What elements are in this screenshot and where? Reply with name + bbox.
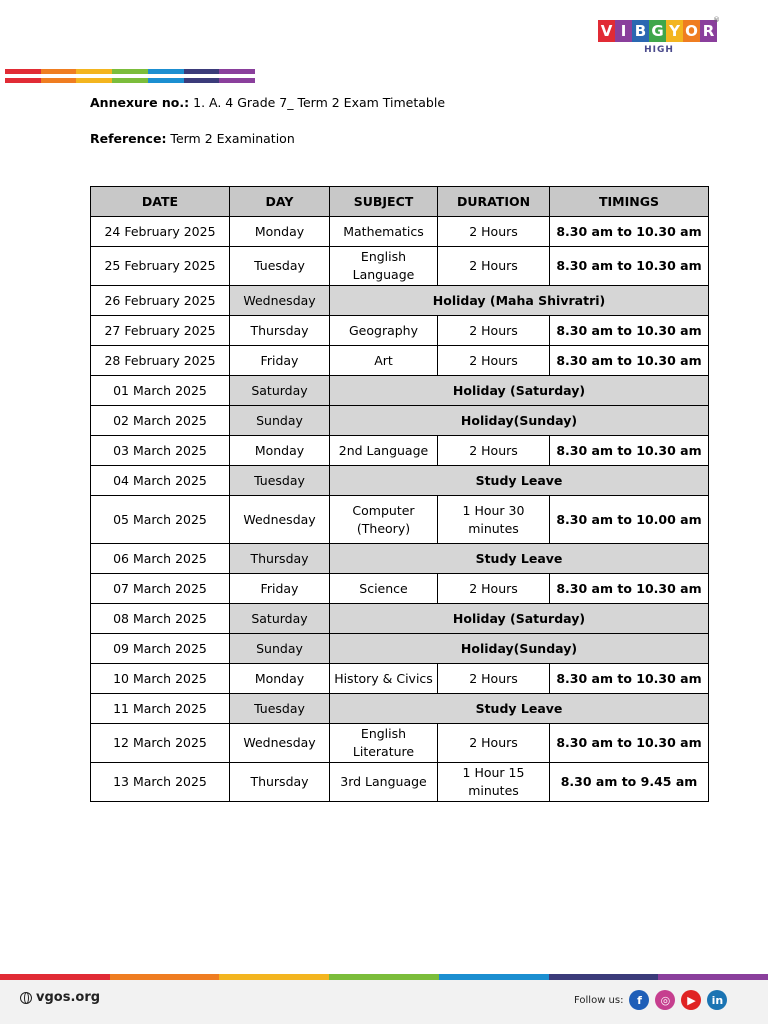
cell-timing: 8.30 am to 10.30 am — [550, 574, 709, 604]
cell-day: Sunday — [230, 406, 330, 436]
cell-date: 11 March 2025 — [91, 694, 230, 724]
cell-subject: Science — [330, 574, 438, 604]
header-date: DATE — [91, 187, 230, 217]
cell-day: Thursday — [230, 544, 330, 574]
stripe-segment — [219, 78, 255, 83]
cell-subject: Mathematics — [330, 217, 438, 247]
cell-duration: 2 Hours — [438, 574, 550, 604]
cell-subject: 3rd Language — [330, 763, 438, 802]
cell-day: Wednesday — [230, 724, 330, 763]
table-row — [91, 316, 709, 346]
cell-duration: 2 Hours — [438, 436, 550, 466]
cell-timing: 8.30 am to 10.30 am — [550, 724, 709, 763]
table-row — [91, 544, 709, 574]
table-row — [91, 694, 709, 724]
cell-timing: 8.30 am to 10.30 am — [550, 664, 709, 694]
logo-letter: B — [632, 20, 649, 42]
logo-letter: Y — [666, 20, 683, 42]
cell-holiday: Holiday (Maha Shivratri) — [330, 286, 709, 316]
cell-subject: History & Civics — [330, 664, 438, 694]
cell-date: 06 March 2025 — [91, 544, 230, 574]
cell-day: Wednesday — [230, 496, 330, 544]
website-link[interactable] — [20, 990, 100, 1005]
cell-day: Thursday — [230, 763, 330, 802]
stripe-segment — [184, 78, 220, 83]
cell-date: 03 March 2025 — [91, 436, 230, 466]
stripe-segment — [148, 78, 184, 83]
cell-duration: 2 Hours — [438, 247, 550, 286]
cell-date: 13 March 2025 — [91, 763, 230, 802]
stripe-segment — [41, 78, 77, 83]
exam-timetable — [90, 186, 709, 802]
cell-holiday: Holiday(Sunday) — [330, 634, 709, 664]
youtube-icon[interactable]: ▶ — [681, 990, 701, 1010]
cell-date: 27 February 2025 — [91, 316, 230, 346]
cell-holiday: Study Leave — [330, 694, 709, 724]
cell-subject: English Language — [330, 247, 438, 286]
stripe-segment — [184, 69, 220, 74]
table-row — [91, 466, 709, 496]
cell-subject: English Literature — [330, 724, 438, 763]
reference-line — [90, 131, 295, 146]
cell-date: 26 February 2025 — [91, 286, 230, 316]
stripe-segment — [219, 69, 255, 74]
cell-date: 02 March 2025 — [91, 406, 230, 436]
cell-day: Tuesday — [230, 466, 330, 496]
cell-duration: 1 Hour 15 minutes — [438, 763, 550, 802]
reference-value: Term 2 Examination — [166, 131, 295, 146]
cell-day: Monday — [230, 436, 330, 466]
cell-day: Thursday — [230, 316, 330, 346]
header-color-stripe — [5, 69, 255, 83]
cell-holiday: Holiday (Saturday) — [330, 376, 709, 406]
cell-day: Tuesday — [230, 694, 330, 724]
table-row — [91, 406, 709, 436]
cell-date: 04 March 2025 — [91, 466, 230, 496]
logo-subtitle: HIGH — [644, 45, 674, 55]
cell-subject: 2nd Language — [330, 436, 438, 466]
cell-holiday: Holiday(Sunday) — [330, 406, 709, 436]
cell-holiday: Study Leave — [330, 466, 709, 496]
globe-icon — [20, 992, 32, 1004]
cell-date: 07 March 2025 — [91, 574, 230, 604]
table-row — [91, 604, 709, 634]
cell-timing: 8.30 am to 10.30 am — [550, 346, 709, 376]
cell-subject: Art — [330, 346, 438, 376]
cell-date: 25 February 2025 — [91, 247, 230, 286]
cell-day: Saturday — [230, 604, 330, 634]
cell-date: 09 March 2025 — [91, 634, 230, 664]
table-row — [91, 496, 709, 544]
facebook-icon[interactable]: f — [629, 990, 649, 1010]
header-duration: DURATION — [438, 187, 550, 217]
stripe-segment — [5, 69, 41, 74]
table-row — [91, 724, 709, 763]
cell-subject: Computer (Theory) — [330, 496, 438, 544]
stripe-segment — [5, 78, 41, 83]
header-day: DAY — [230, 187, 330, 217]
cell-day: Wednesday — [230, 286, 330, 316]
stripe-segment — [148, 69, 184, 74]
header-timings: TIMINGS — [550, 187, 709, 217]
reference-label: Reference: — [90, 131, 167, 146]
stripe-segment — [76, 69, 112, 74]
stripe-segment — [41, 69, 77, 74]
cell-duration: 1 Hour 30 minutes — [438, 496, 550, 544]
website-text: vgos.org — [36, 990, 101, 1005]
vibgyor-logo — [598, 16, 720, 62]
cell-day: Monday — [230, 664, 330, 694]
cell-timing: 8.30 am to 10.00 am — [550, 496, 709, 544]
table-row — [91, 763, 709, 802]
header-subject: SUBJECT — [330, 187, 438, 217]
table-row — [91, 574, 709, 604]
cell-day: Monday — [230, 217, 330, 247]
cell-timing: 8.30 am to 10.30 am — [550, 247, 709, 286]
cell-duration: 2 Hours — [438, 217, 550, 247]
table-row — [91, 346, 709, 376]
cell-day: Tuesday — [230, 247, 330, 286]
stripe-segment — [112, 69, 148, 74]
logo-letter: I — [615, 20, 632, 42]
cell-date: 10 March 2025 — [91, 664, 230, 694]
cell-holiday: Study Leave — [330, 544, 709, 574]
logo-letter: V — [598, 20, 615, 42]
stripe-segment — [112, 78, 148, 83]
logo-letter: R — [700, 20, 717, 42]
table-row — [91, 436, 709, 466]
table-row — [91, 286, 709, 316]
cell-timing: 8.30 am to 9.45 am — [550, 763, 709, 802]
cell-duration: 2 Hours — [438, 724, 550, 763]
cell-date: 12 March 2025 — [91, 724, 230, 763]
cell-subject: Geography — [330, 316, 438, 346]
cell-date: 05 March 2025 — [91, 496, 230, 544]
cell-holiday: Holiday (Saturday) — [330, 604, 709, 634]
linkedin-icon[interactable]: in — [707, 990, 727, 1010]
cell-timing: 8.30 am to 10.30 am — [550, 316, 709, 346]
cell-date: 28 February 2025 — [91, 346, 230, 376]
annexure-label: Annexure no.: — [90, 95, 190, 110]
cell-day: Saturday — [230, 376, 330, 406]
cell-date: 01 March 2025 — [91, 376, 230, 406]
social-links — [574, 990, 727, 1010]
stripe-segment — [76, 78, 112, 83]
cell-duration: 2 Hours — [438, 346, 550, 376]
table-row — [91, 247, 709, 286]
cell-day: Sunday — [230, 634, 330, 664]
logo-letter: O — [683, 20, 700, 42]
table-row — [91, 217, 709, 247]
table-header-row — [91, 187, 709, 217]
registered-mark: ® — [713, 16, 720, 24]
table-row — [91, 664, 709, 694]
logo-letters — [598, 20, 720, 42]
cell-date: 24 February 2025 — [91, 217, 230, 247]
instagram-icon[interactable]: ◎ — [655, 990, 675, 1010]
table-row — [91, 634, 709, 664]
cell-date: 08 March 2025 — [91, 604, 230, 634]
follow-label: Follow us: — [574, 994, 624, 1006]
cell-timing: 8.30 am to 10.30 am — [550, 217, 709, 247]
annexure-line — [90, 95, 445, 110]
cell-day: Friday — [230, 346, 330, 376]
annexure-value: 1. A. 4 Grade 7_ Term 2 Exam Timetable — [189, 95, 446, 110]
cell-duration: 2 Hours — [438, 664, 550, 694]
cell-day: Friday — [230, 574, 330, 604]
cell-duration: 2 Hours — [438, 316, 550, 346]
table-row — [91, 376, 709, 406]
cell-timing: 8.30 am to 10.30 am — [550, 436, 709, 466]
logo-letter: G — [649, 20, 666, 42]
